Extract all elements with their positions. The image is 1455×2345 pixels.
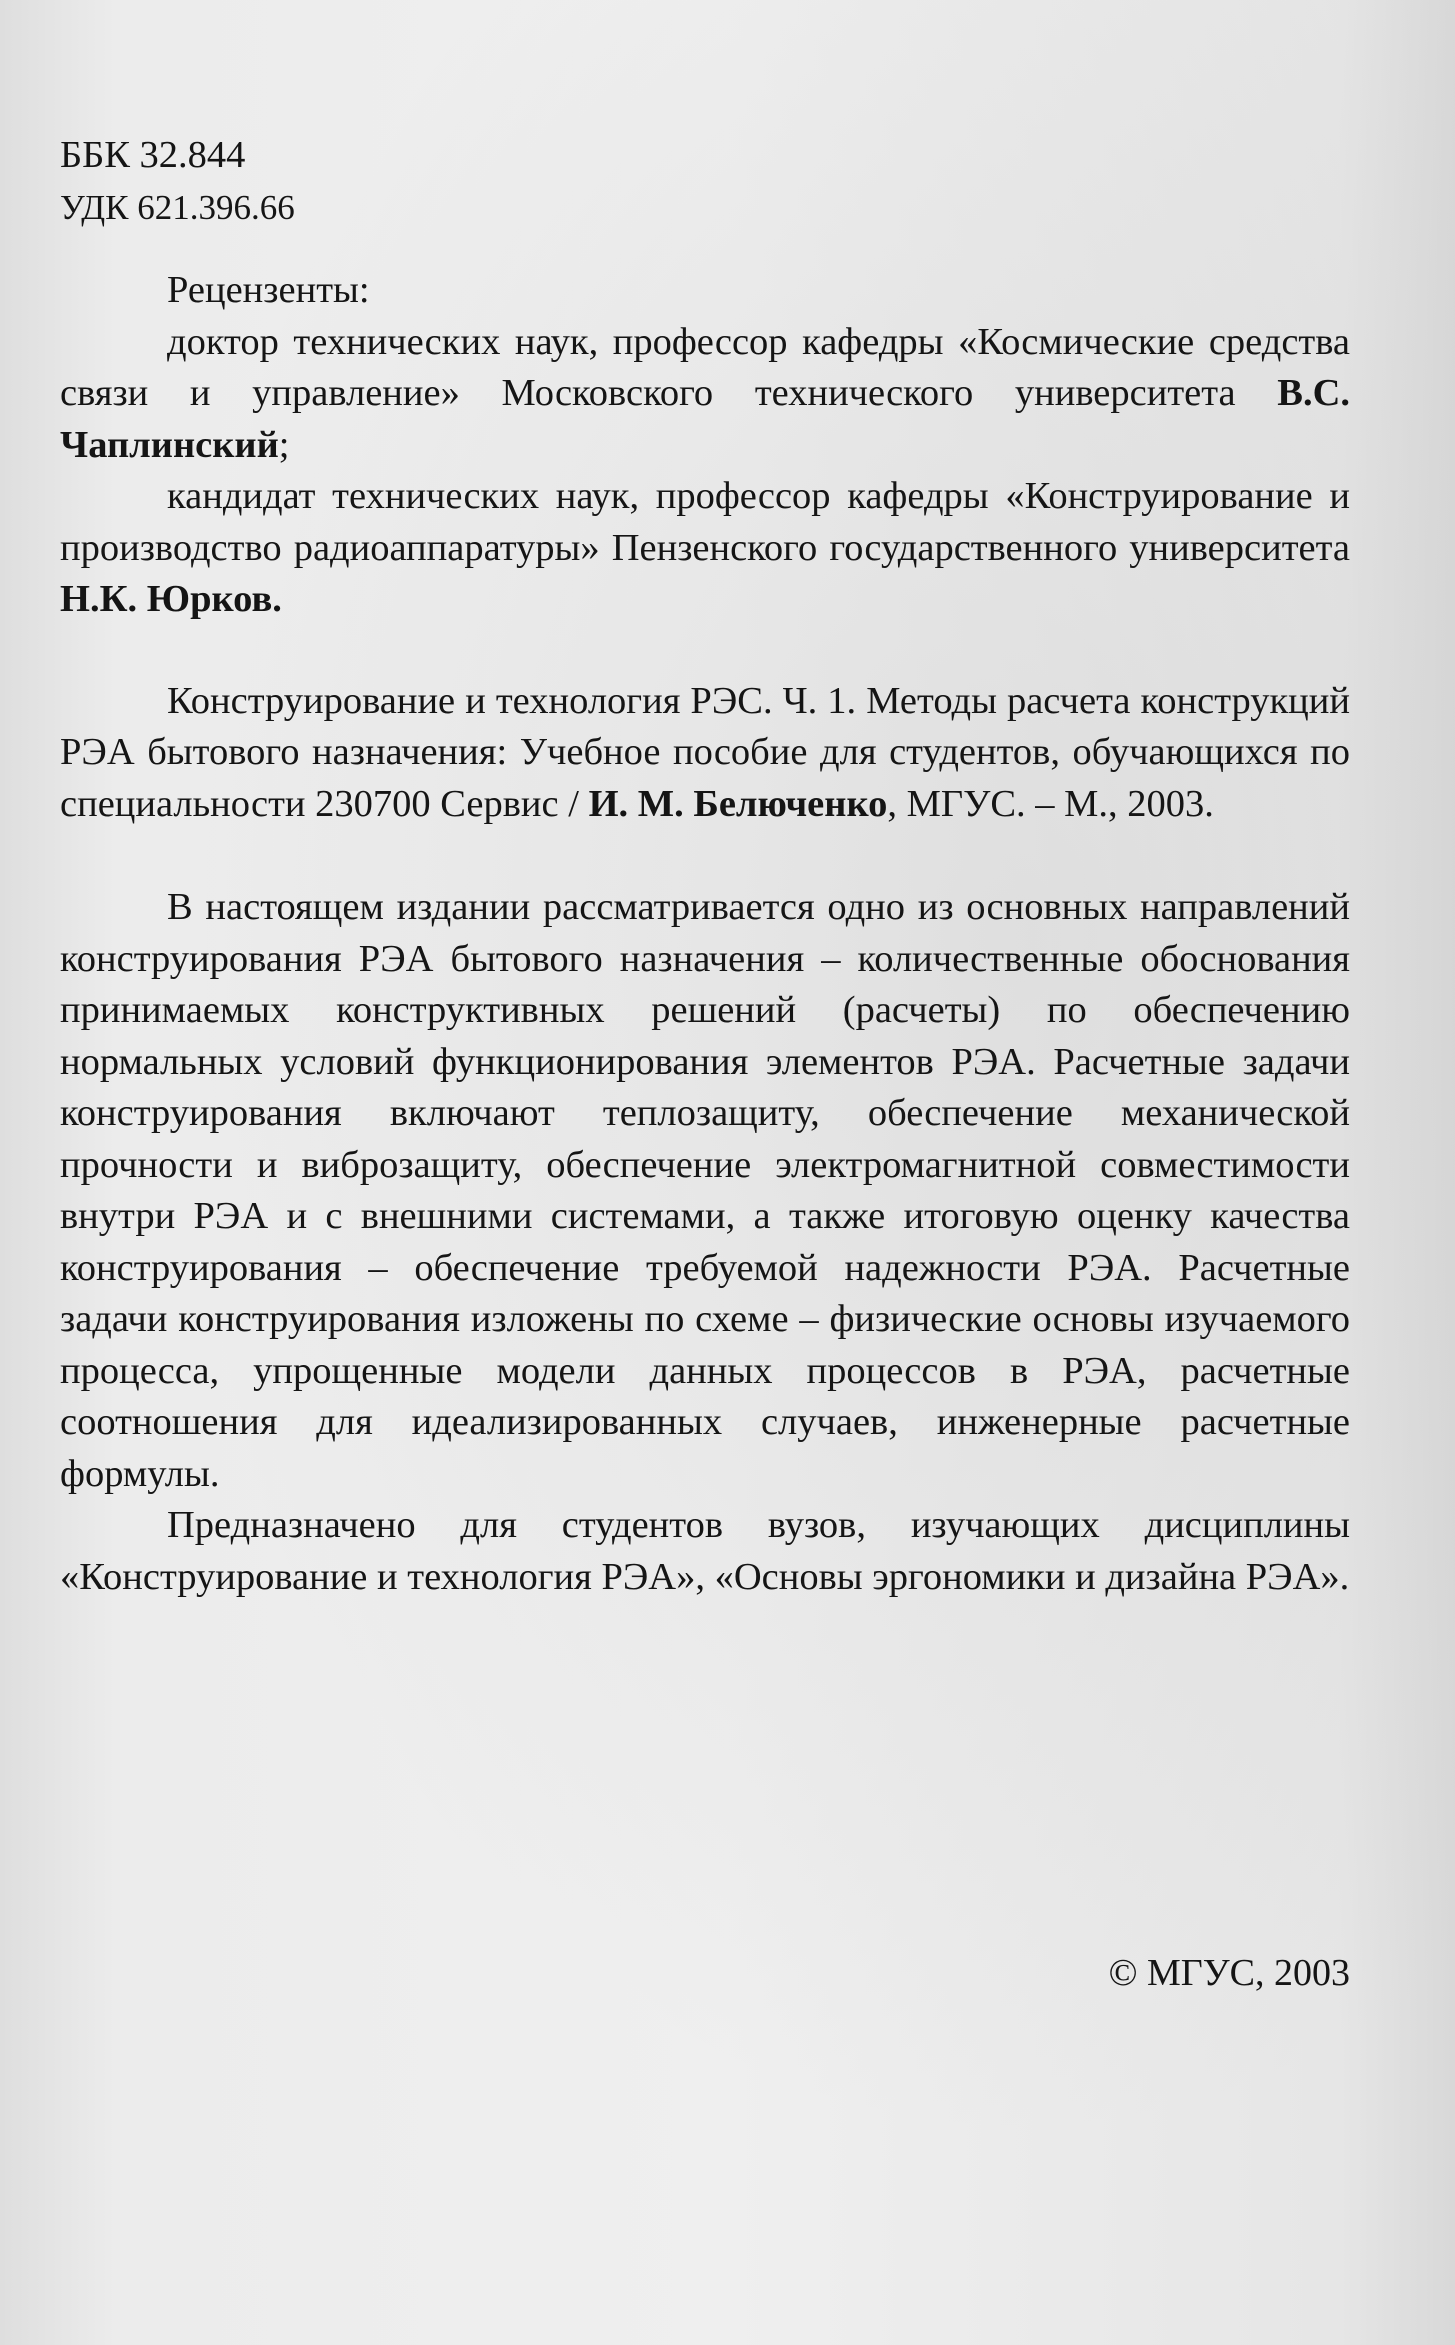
classification-codes [60,130,1350,233]
reviewer-1-description: доктор технических наук, профессор кафедры «Космические средства связи и управление» Московского технического университета [60,320,1350,414]
reviewer-1 [60,317,1350,472]
citation-publisher: , МГУС. – М., 2003. [887,782,1214,825]
reviewer-2-name: Н.К. Юрков. [60,578,282,620]
citation-text: Конструирование и технология РЭС. Ч. 1. Методы расчета конструкций РЭА бытового назначения: Учебное пособие для студентов, обучающихся по специальности 230700 Сервис / [60,679,1350,825]
reviewer-1-name: В.С. Чаплинский [60,372,1351,466]
page-content [60,130,1350,1603]
reviewers-heading: Рецензенты: [167,269,370,311]
copyright-notice: © МГУС, 2003 [1108,1952,1350,1994]
abstract-paragraph: В настоящем издании рассматривается одно из основных направлений конструирования РЭА бытового назначения – количественные обоснования принимаемых конструктивных решений (расчеты) по обеспечению нормальных условий функционирования элементов РЭА. Расчетные задачи конструирования включают теплозащиту, обеспечение механической прочности и виброзащиту, обеспечение электромагнитной совместимости внутри РЭА и с внешними системами, а также итоговую оценку качества конструирования – обеспечение требуемой надежности РЭА. Расчетные задачи конструирования изложены по схеме – физические основы изучаемого процесса, упрощенные модели данных процессов в РЭА, расчетные соотношения для идеализированных случаев, инженерные расчетные формулы. [60,886,1350,1495]
bibliographic-citation [60,676,1350,831]
reviewers-section [60,265,1350,626]
audience-paragraph: Предназначено для студентов вузов, изучающих дисциплины «Конструирование и технология РЭА», «Основы эргономики и дизайна РЭА». [60,1504,1350,1598]
reviewer-1-suffix: ; [278,423,290,466]
reviewer-2-description: кандидат технических наук, профессор кафедры «Конструирование и производство радиоаппаратуры» Пензенского государственного университета [60,475,1350,569]
citation-author: И. М. Белюченко [588,782,888,825]
udk-code: УДК 621.396.66 [60,187,295,227]
bbk-code: ББК 32.844 [60,134,246,176]
reviewer-2 [60,471,1350,626]
